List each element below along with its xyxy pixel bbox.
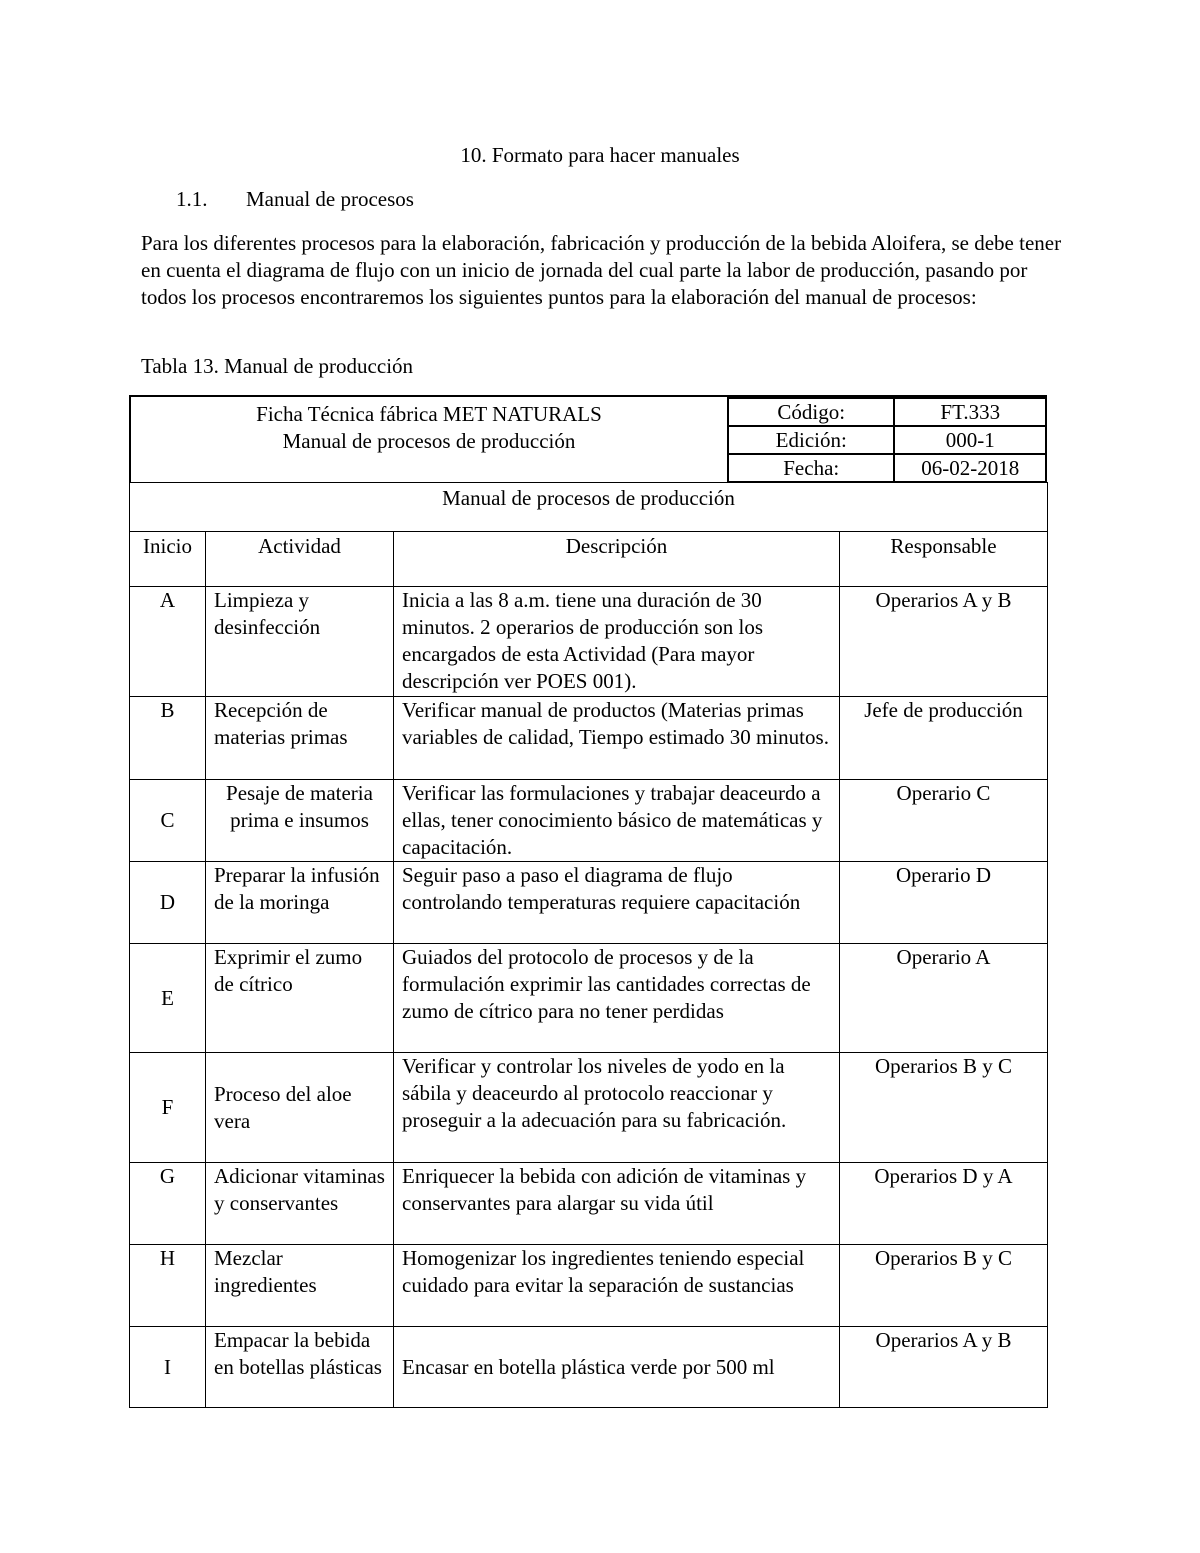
table-row [130,862,1048,944]
cell-inicio: C [130,780,206,862]
column-header-actividad: Actividad [206,532,394,587]
cell-responsable: Jefe de producción [840,697,1048,780]
table-header-row [130,532,1048,587]
cell-actividad: Empacar la bebida en botellas plásticas [206,1327,394,1408]
cell-actividad: Proceso del aloe vera [206,1053,394,1163]
table-row [130,780,1048,862]
cell-actividad: Mezclar ingredientes [206,1245,394,1327]
meta-value: FT.333 [894,398,1046,426]
subsection-number: 1.1. [176,187,208,211]
cell-inicio: B [130,697,206,780]
subsection-heading [176,187,414,212]
header-line-2: Manual de procesos de producción [282,429,576,453]
table-title: Manual de procesos de producción [130,483,1048,532]
cell-responsable: Operario C [840,780,1048,862]
subsection-title: Manual de procesos [246,187,414,211]
cell-descripcion: Encasar en botella plástica verde por 500 ml [394,1327,840,1408]
intro-paragraph: Para los diferentes procesos para la elaboración, fabricación y producción de la bebida Aloifera, se debe tener en cuenta el diagrama de flujo con un inicio de jornada del cual parte la labor de producción, pasando por todos los procesos encontraremos los siguientes puntos para la elaboración del manual de procesos: [141,231,1062,309]
cell-descripcion: Verificar manual de productos (Materias primas variables de calidad, Tiempo estimado 30 minutos. [394,697,840,780]
cell-descripcion: Verificar las formulaciones y trabajar deaceurdo a ellas, tener conocimiento básico de matemáticas y capacitación. [394,780,840,862]
meta-label: Fecha: [728,454,894,482]
cell-responsable: Operario D [840,862,1048,944]
meta-row [728,398,1046,426]
table-caption: Tabla 13. Manual de producción [141,354,414,378]
cell-actividad: Limpieza y desinfección [206,587,394,697]
cell-inicio: F [130,1053,206,1163]
table-row [130,1163,1048,1245]
section-title: 10. Formato para hacer manuales [460,143,740,167]
cell-inicio: E [130,944,206,1053]
meta-row [728,426,1046,454]
column-header-descripcion: Descripción [394,532,840,587]
cell-actividad: Adicionar vitaminas y conservantes [206,1163,394,1245]
meta-label: Edición: [728,426,894,454]
table-row [130,697,1048,780]
table-row [130,1327,1048,1408]
cell-actividad: Preparar la infusión de la moringa [206,862,394,944]
cell-descripcion: Homogenizar los ingredientes teniendo especial cuidado para evitar la separación de sustancias [394,1245,840,1327]
cell-responsable: Operario A [840,944,1048,1053]
table-row [130,587,1048,697]
cell-responsable: Operarios A y B [840,587,1048,697]
cell-descripcion: Seguir paso a paso el diagrama de flujo controlando temperaturas requiere capacitación [394,862,840,944]
cell-descripcion: Verificar y controlar los niveles de yodo en la sábila y deaceurdo al protocolo reaccionar y proseguir a la adecuación para su fabricación. [394,1053,840,1163]
cell-descripcion: Guiados del protocolo de procesos y de la formulación exprimir las cantidades correctas de zumo de cítrico para no tener perdidas [394,944,840,1053]
cell-actividad: Exprimir el zumo de cítrico [206,944,394,1053]
cell-responsable: Operarios B y C [840,1245,1048,1327]
column-header-inicio [130,532,206,587]
table-row [130,944,1048,1053]
header-line-1: Ficha Técnica fábrica MET NATURALS [256,402,602,426]
cell-inicio: H [130,1245,206,1327]
meta-value: 000-1 [894,426,1046,454]
cell-inicio: G [130,1163,206,1245]
process-table [129,482,1048,1408]
table-header-block [129,395,1047,482]
cell-descripcion: Enriquecer la bebida con adición de vitaminas y conservantes para alargar su vida útil [394,1163,840,1245]
column-header-inicio-text: Inicio [143,534,192,558]
meta-table [727,397,1047,483]
meta-row [728,454,1046,482]
meta-label: Código: [728,398,894,426]
cell-responsable: Operarios A y B [840,1327,1048,1408]
cell-inicio: I [130,1327,206,1408]
cell-inicio: A [130,587,206,697]
header-title-cell [131,397,727,484]
cell-responsable: Operarios B y C [840,1053,1048,1163]
column-header-responsable: Responsable [840,532,1048,587]
cell-descripcion: Inicia a las 8 a.m. tiene una duración de 30 minutos. 2 operarios de producción son los encargados de esta Actividad (Para mayor descripción ver POES 001). [394,587,840,697]
cell-actividad: Pesaje de materia prima e insumos [206,780,394,862]
table-row [130,1053,1048,1163]
table-title-row [130,483,1048,532]
meta-value: 06-02-2018 [894,454,1046,482]
cell-actividad: Recepción de materias primas [206,697,394,780]
table-row [130,1245,1048,1327]
cell-inicio: D [130,862,206,944]
cell-responsable: Operarios D y A [840,1163,1048,1245]
